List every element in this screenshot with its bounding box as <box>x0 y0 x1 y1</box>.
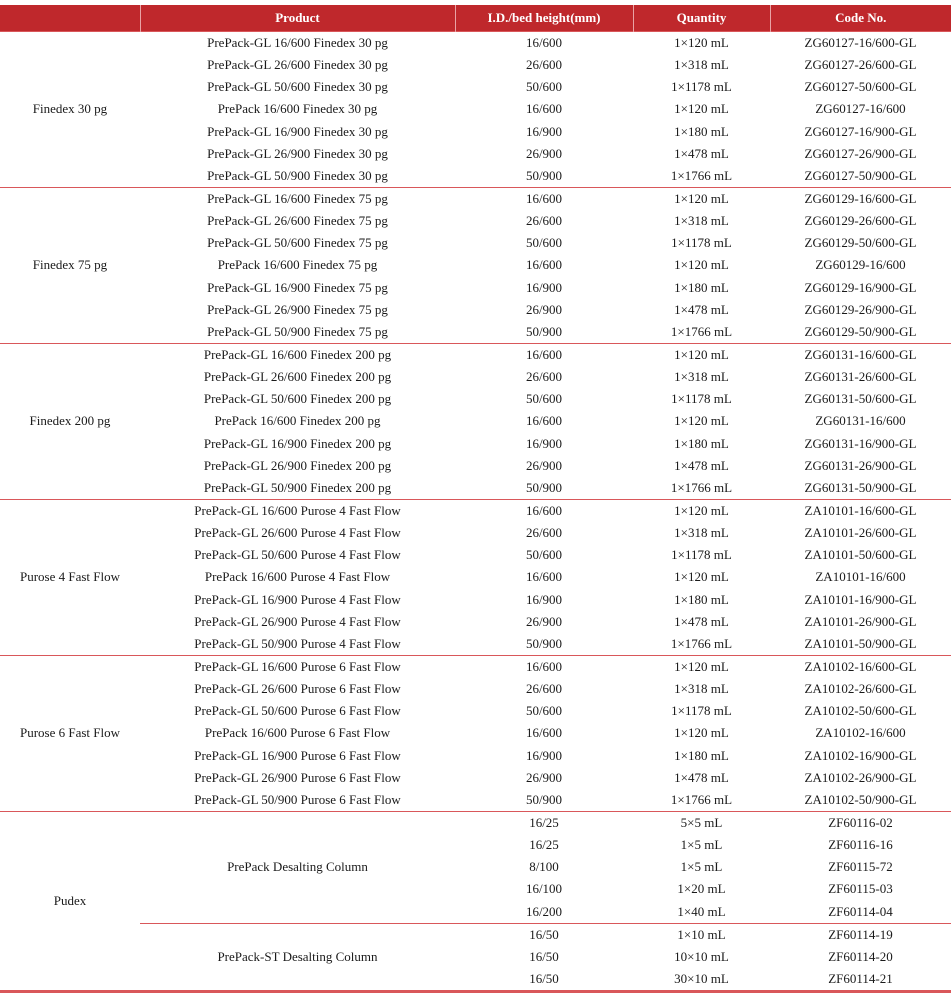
id-bed-height: 16/600 <box>455 343 633 366</box>
id-bed-height: 26/600 <box>525 369 563 385</box>
quantity: 1×478 mL <box>674 145 729 161</box>
quantity: 1×180 mL <box>674 279 729 295</box>
id-bed-height: 50/600 <box>525 235 563 251</box>
quantity: 1×1766 mL <box>670 479 733 495</box>
table-row <box>0 544 951 566</box>
id-bed-height: 26/900 <box>525 301 563 317</box>
product-name: PrePack-GL 16/900 Purose 6 Fast Flow <box>194 747 401 763</box>
code-no: ZG60129-26/900-GL <box>804 301 917 317</box>
quantity: 1×120 mL <box>633 655 770 678</box>
table-row <box>0 611 951 633</box>
resin-name: Pudex <box>0 811 140 991</box>
product-name: PrePack-GL 50/600 Finedex 30 pg <box>207 79 388 95</box>
quantity: 1×120 mL <box>674 725 729 741</box>
table-row <box>0 76 951 98</box>
product-name: PrePack-GL 50/600 Purose 6 Fast Flow <box>194 703 401 719</box>
product-name: PrePack-GL 26/600 Purose 6 Fast Flow <box>194 681 401 697</box>
id-bed-height: 50/600 <box>525 391 563 407</box>
quantity: 1×318 mL <box>674 369 729 385</box>
code-no: ZA10102-26/900-GL <box>804 769 917 785</box>
code-no: ZG60129-26/600-GL <box>804 213 917 229</box>
code-no: ZA10101-26/900-GL <box>804 613 917 629</box>
product-name: PrePack-GL 16/900 Finedex 75 pg <box>207 279 388 295</box>
table-row <box>0 499 951 522</box>
product-table <box>0 5 951 993</box>
table-row <box>0 277 951 299</box>
code-no: ZF60116-02 <box>770 811 951 834</box>
id-bed-height: 16/600 <box>525 257 563 273</box>
product-name: PrePack 16/600 Finedex 200 pg <box>214 413 381 429</box>
resin-name: Finedex 30 pg <box>0 32 140 188</box>
code-no: ZF60114-04 <box>828 903 893 919</box>
resin-name: Finedex 200 pg <box>0 343 140 499</box>
quantity: 1×180 mL <box>674 747 729 763</box>
product-name: PrePack-GL 16/600 Finedex 30 pg <box>140 32 455 55</box>
code-no: ZA10102-16/600 <box>815 725 906 741</box>
table-row <box>0 923 951 946</box>
id-bed-height: 16/25 <box>529 837 559 853</box>
id-bed-height: 16/600 <box>455 32 633 55</box>
quantity: 1×1766 mL <box>670 167 733 183</box>
resin-name: Purose 6 Fast Flow <box>0 655 140 811</box>
id-bed-height: 26/600 <box>525 57 563 73</box>
quantity: 1×120 mL <box>674 101 729 117</box>
quantity: 1×478 mL <box>674 769 729 785</box>
table-row <box>0 700 951 722</box>
code-no: ZG60131-26/900-GL <box>804 457 917 473</box>
table-row <box>0 321 951 344</box>
id-bed-height: 8/100 <box>529 859 559 875</box>
id-bed-height: 50/900 <box>525 323 563 339</box>
product-name: PrePack 16/600 Finedex 30 pg <box>217 101 378 117</box>
id-bed-height: 26/900 <box>525 145 563 161</box>
code-no: ZG60129-16/600 <box>815 257 906 273</box>
code-no: ZA10101-50/900-GL <box>804 635 917 651</box>
product-name: PrePack-GL 50/900 Finedex 200 pg <box>203 479 392 495</box>
code-no: ZA10101-16/600-GL <box>770 499 951 522</box>
code-no: ZG60131-50/900-GL <box>804 479 917 495</box>
id-bed-height: 16/50 <box>455 968 633 992</box>
quantity: 1×120 mL <box>633 187 770 210</box>
table-row <box>0 388 951 410</box>
product-name: PrePack-GL 50/900 Purose 4 Fast Flow <box>194 635 401 651</box>
product-name: PrePack-GL 26/900 Purose 4 Fast Flow <box>194 613 401 629</box>
quantity: 1×1766 mL <box>670 791 733 807</box>
table-row <box>0 299 951 321</box>
quantity: 1×120 mL <box>633 32 770 55</box>
product-name: PrePack Desalting Column <box>140 811 455 923</box>
id-bed-height: 50/600 <box>525 547 563 563</box>
code-no: ZG60127-16/600 <box>815 101 906 117</box>
header-resin <box>0 5 140 32</box>
product-name: PrePack-GL 16/600 Finedex 200 pg <box>140 343 455 366</box>
code-no: ZA10102-16/900-GL <box>804 747 917 763</box>
quantity: 1×120 mL <box>674 569 729 585</box>
table-row <box>0 165 951 188</box>
product-name: PrePack-GL 16/900 Finedex 200 pg <box>203 435 392 451</box>
code-no: ZG60127-26/900-GL <box>804 145 917 161</box>
id-bed-height: 16/600 <box>525 725 563 741</box>
product-name: PrePack-GL 50/900 Purose 6 Fast Flow <box>194 791 401 807</box>
id-bed-height: 16/25 <box>455 811 633 834</box>
product-name: PrePack-GL 26/900 Purose 6 Fast Flow <box>194 769 401 785</box>
product-name: PrePack-GL 50/600 Finedex 200 pg <box>203 391 392 407</box>
table-row <box>0 254 951 276</box>
product-name: PrePack-GL 26/900 Finedex 30 pg <box>207 145 388 161</box>
quantity: 1×318 mL <box>674 57 729 73</box>
id-bed-height: 16/900 <box>525 747 563 763</box>
code-no: ZG60131-50/600-GL <box>804 391 917 407</box>
resin-name: Finedex 75 pg <box>0 187 140 343</box>
quantity: 1×478 mL <box>674 613 729 629</box>
id-bed-height: 50/900 <box>525 791 563 807</box>
table-row <box>0 343 951 366</box>
id-bed-height: 50/900 <box>525 635 563 651</box>
code-no: ZG60131-16/900-GL <box>804 435 917 451</box>
quantity: 1×5 mL <box>680 859 723 875</box>
table-row <box>0 232 951 254</box>
quantity: 1×120 mL <box>674 413 729 429</box>
quantity: 1×318 mL <box>674 213 729 229</box>
product-name: PrePack-GL 16/600 Purose 4 Fast Flow <box>140 499 455 522</box>
code-no: ZF60114-21 <box>770 968 951 992</box>
table-row <box>0 433 951 455</box>
product-name: PrePack-GL 26/600 Purose 4 Fast Flow <box>194 525 401 541</box>
id-bed-height: 16/200 <box>525 903 563 919</box>
quantity: 1×120 mL <box>633 343 770 366</box>
code-no: ZG60129-50/900-GL <box>804 323 917 339</box>
table-row <box>0 566 951 588</box>
id-bed-height: 16/50 <box>529 948 559 964</box>
product-name: PrePack-GL 50/600 Purose 4 Fast Flow <box>194 547 401 563</box>
product-name: PrePack 16/600 Purose 6 Fast Flow <box>204 725 391 741</box>
id-bed-height: 16/600 <box>525 413 563 429</box>
table-row <box>0 633 951 656</box>
code-no: ZA10102-50/600-GL <box>804 703 917 719</box>
code-no: ZF60114-19 <box>770 923 951 946</box>
id-bed-height: 16/600 <box>525 569 563 585</box>
table-row <box>0 410 951 432</box>
id-bed-height: 50/900 <box>525 167 563 183</box>
table-row <box>0 121 951 143</box>
quantity: 1×1178 mL <box>671 547 732 563</box>
table-row <box>0 767 951 789</box>
table-row <box>0 722 951 744</box>
quantity: 1×1766 mL <box>670 323 733 339</box>
code-no: ZG60129-50/600-GL <box>804 235 917 251</box>
product-name: PrePack-GL 26/900 Finedex 75 pg <box>207 301 388 317</box>
table-row <box>0 789 951 812</box>
code-no: ZG60127-50/600-GL <box>804 79 917 95</box>
table-row <box>0 477 951 500</box>
table-row <box>0 32 951 55</box>
id-bed-height: 26/600 <box>525 525 563 541</box>
product-name: PrePack 16/600 Finedex 75 pg <box>217 257 378 273</box>
table-row <box>0 210 951 232</box>
code-no: ZA10101-26/600-GL <box>804 525 917 541</box>
product-name: PrePack-GL 26/600 Finedex 200 pg <box>203 369 392 385</box>
code-no: ZF60115-03 <box>828 881 893 897</box>
id-bed-height: 16/900 <box>525 123 563 139</box>
header-code: Code No. <box>770 5 951 32</box>
id-bed-height: 16/100 <box>525 881 563 897</box>
table-row <box>0 143 951 165</box>
header-id-bed-height: I.D./bed height(mm) <box>455 5 633 32</box>
code-no: ZG60129-16/600-GL <box>770 187 951 210</box>
quantity: 1×478 mL <box>674 301 729 317</box>
header-quantity: Quantity <box>633 5 770 32</box>
product-name: PrePack-GL 26/900 Finedex 200 pg <box>203 457 392 473</box>
quantity: 30×10 mL <box>633 968 770 992</box>
id-bed-height: 50/600 <box>525 79 563 95</box>
code-no: ZA10101-16/900-GL <box>804 591 917 607</box>
code-no: ZG60127-26/600-GL <box>804 57 917 73</box>
table-row <box>0 366 951 388</box>
id-bed-height: 16/600 <box>455 187 633 210</box>
product-name: PrePack-GL 16/900 Finedex 30 pg <box>207 123 388 139</box>
code-no: ZG60127-50/900-GL <box>804 167 917 183</box>
code-no: ZG60131-16/600 <box>815 413 906 429</box>
product-name: PrePack-GL 50/900 Finedex 75 pg <box>207 323 388 339</box>
id-bed-height: 16/600 <box>455 499 633 522</box>
table-row <box>0 678 951 700</box>
code-no: ZF60116-16 <box>828 837 893 853</box>
quantity: 1×1178 mL <box>671 391 732 407</box>
product-name: PrePack-GL 26/600 Finedex 75 pg <box>207 213 388 229</box>
quantity: 1×1178 mL <box>671 235 732 251</box>
quantity: 10×10 mL <box>674 948 729 964</box>
quantity: 1×120 mL <box>633 499 770 522</box>
id-bed-height: 26/900 <box>525 613 563 629</box>
code-no: ZG60127-16/600-GL <box>770 32 951 55</box>
table-row <box>0 187 951 210</box>
code-no: ZG60127-16/900-GL <box>804 123 917 139</box>
code-no: ZG60129-16/900-GL <box>804 279 917 295</box>
quantity: 1×1178 mL <box>671 703 732 719</box>
product-name: PrePack-GL 50/600 Finedex 75 pg <box>207 235 388 251</box>
id-bed-height: 26/600 <box>525 213 563 229</box>
table-row <box>0 655 951 678</box>
header-product: Product <box>140 5 455 32</box>
quantity: 1×180 mL <box>674 435 729 451</box>
product-name: PrePack 16/600 Purose 4 Fast Flow <box>204 569 391 585</box>
quantity: 1×1178 mL <box>671 79 732 95</box>
quantity: 1×1766 mL <box>670 635 733 651</box>
product-name: PrePack-GL 50/900 Finedex 30 pg <box>207 167 388 183</box>
quantity: 1×40 mL <box>677 903 726 919</box>
code-no: ZF60115-72 <box>828 859 893 875</box>
code-no: ZG60131-16/600-GL <box>770 343 951 366</box>
code-no: ZA10101-16/600 <box>815 569 906 585</box>
id-bed-height: 16/600 <box>455 655 633 678</box>
product-name: PrePack-ST Desalting Column <box>140 923 455 991</box>
id-bed-height: 16/50 <box>455 923 633 946</box>
quantity: 1×120 mL <box>674 257 729 273</box>
quantity: 1×20 mL <box>677 881 726 897</box>
code-no: ZG60131-26/600-GL <box>804 369 917 385</box>
id-bed-height: 16/900 <box>525 279 563 295</box>
product-name: PrePack-GL 16/600 Purose 6 Fast Flow <box>140 655 455 678</box>
id-bed-height: 16/900 <box>525 435 563 451</box>
code-no: ZF60114-20 <box>828 948 893 964</box>
resin-name: Purose 4 Fast Flow <box>0 499 140 655</box>
table-row <box>0 455 951 477</box>
table-row <box>0 811 951 834</box>
quantity: 1×10 mL <box>633 923 770 946</box>
id-bed-height: 50/600 <box>525 703 563 719</box>
quantity: 1×5 mL <box>680 837 723 853</box>
product-name: PrePack-GL 26/600 Finedex 30 pg <box>207 57 388 73</box>
table-row <box>0 54 951 76</box>
quantity: 1×478 mL <box>674 457 729 473</box>
table-row <box>0 589 951 611</box>
header-row <box>0 5 951 32</box>
code-no: ZA10101-50/600-GL <box>804 547 917 563</box>
quantity: 1×318 mL <box>674 525 729 541</box>
id-bed-height: 16/900 <box>525 591 563 607</box>
code-no: ZA10102-50/900-GL <box>804 791 917 807</box>
quantity: 1×180 mL <box>674 591 729 607</box>
id-bed-height: 16/600 <box>525 101 563 117</box>
quantity: 1×318 mL <box>674 681 729 697</box>
id-bed-height: 26/900 <box>525 769 563 785</box>
code-no: ZA10102-16/600-GL <box>770 655 951 678</box>
table-row <box>0 522 951 544</box>
id-bed-height: 26/600 <box>525 681 563 697</box>
id-bed-height: 50/900 <box>525 479 563 495</box>
quantity: 5×5 mL <box>633 811 770 834</box>
product-name: PrePack-GL 16/900 Purose 4 Fast Flow <box>194 591 401 607</box>
table-row <box>0 98 951 120</box>
code-no: ZA10102-26/600-GL <box>804 681 917 697</box>
quantity: 1×180 mL <box>674 123 729 139</box>
id-bed-height: 26/900 <box>525 457 563 473</box>
product-name: PrePack-GL 16/600 Finedex 75 pg <box>140 187 455 210</box>
table-row <box>0 745 951 767</box>
